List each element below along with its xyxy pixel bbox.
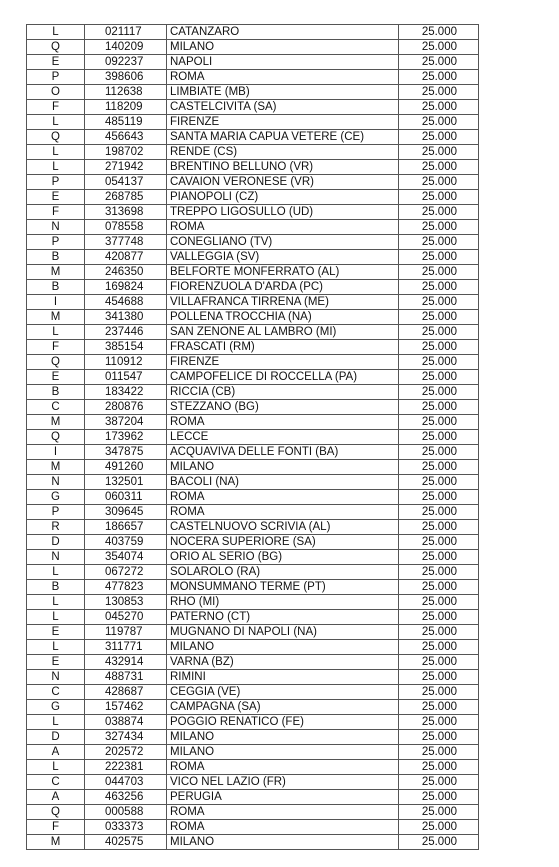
row-letter: P — [27, 70, 85, 85]
row-place: NOCERA SUPERIORE (SA) — [167, 535, 399, 550]
row-letter: R — [27, 520, 85, 535]
row-amount: 25.000 — [399, 115, 479, 130]
row-letter: E — [27, 370, 85, 385]
row-letter: G — [27, 700, 85, 715]
table-row — [27, 715, 479, 730]
table-row — [27, 190, 479, 205]
row-place: ROMA — [167, 490, 399, 505]
table-row — [27, 670, 479, 685]
row-place: ROMA — [167, 820, 399, 835]
table-row — [27, 40, 479, 55]
row-amount: 25.000 — [399, 460, 479, 475]
row-amount: 25.000 — [399, 175, 479, 190]
table-row — [27, 340, 479, 355]
table-row — [27, 130, 479, 145]
row-place: FIRENZE — [167, 115, 399, 130]
table-row — [27, 115, 479, 130]
row-amount: 25.000 — [399, 670, 479, 685]
table-row — [27, 760, 479, 775]
row-place: ROMA — [167, 760, 399, 775]
row-letter: N — [27, 670, 85, 685]
row-code: 271942 — [85, 160, 167, 175]
table-row — [27, 595, 479, 610]
row-place: LIMBIATE (MB) — [167, 85, 399, 100]
table-row — [27, 175, 479, 190]
row-place: CAMPOFELICE DI ROCCELLA (PA) — [167, 370, 399, 385]
row-place: ACQUAVIVA DELLE FONTI (BA) — [167, 445, 399, 460]
row-code: 463256 — [85, 790, 167, 805]
row-amount: 25.000 — [399, 190, 479, 205]
row-place: MONSUMMANO TERME (PT) — [167, 580, 399, 595]
row-place: ROMA — [167, 220, 399, 235]
results-table-body — [27, 25, 479, 850]
table-row — [27, 655, 479, 670]
row-letter: P — [27, 235, 85, 250]
row-amount: 25.000 — [399, 340, 479, 355]
row-amount: 25.000 — [399, 715, 479, 730]
row-place: VARNA (BZ) — [167, 655, 399, 670]
row-place: POGGIO RENATICO (FE) — [167, 715, 399, 730]
row-code: 202572 — [85, 745, 167, 760]
row-amount: 25.000 — [399, 610, 479, 625]
row-place: RIMINI — [167, 670, 399, 685]
table-row — [27, 235, 479, 250]
table-row — [27, 820, 479, 835]
row-letter: E — [27, 625, 85, 640]
row-amount: 25.000 — [399, 700, 479, 715]
row-amount: 25.000 — [399, 475, 479, 490]
row-code: 130853 — [85, 595, 167, 610]
row-amount: 25.000 — [399, 520, 479, 535]
row-amount: 25.000 — [399, 400, 479, 415]
row-letter: D — [27, 535, 85, 550]
row-place: STEZZANO (BG) — [167, 400, 399, 415]
table-row — [27, 310, 479, 325]
row-code: 198702 — [85, 145, 167, 160]
table-row — [27, 625, 479, 640]
row-code: 021117 — [85, 25, 167, 40]
row-letter: M — [27, 265, 85, 280]
row-amount: 25.000 — [399, 235, 479, 250]
table-row — [27, 745, 479, 760]
table-row — [27, 265, 479, 280]
row-place: ORIO AL SERIO (BG) — [167, 550, 399, 565]
table-row — [27, 85, 479, 100]
row-amount: 25.000 — [399, 130, 479, 145]
table-row — [27, 70, 479, 85]
row-code: 011547 — [85, 370, 167, 385]
row-letter: P — [27, 505, 85, 520]
table-row — [27, 205, 479, 220]
table-row — [27, 550, 479, 565]
row-letter: L — [27, 145, 85, 160]
row-amount: 25.000 — [399, 490, 479, 505]
row-code: 347875 — [85, 445, 167, 460]
row-place: BACOLI (NA) — [167, 475, 399, 490]
row-amount: 25.000 — [399, 355, 479, 370]
row-letter: Q — [27, 40, 85, 55]
row-letter: G — [27, 490, 85, 505]
row-code: 313698 — [85, 205, 167, 220]
row-amount: 25.000 — [399, 25, 479, 40]
row-code: 420877 — [85, 250, 167, 265]
row-code: 246350 — [85, 265, 167, 280]
row-letter: L — [27, 610, 85, 625]
row-letter: E — [27, 655, 85, 670]
table-row — [27, 610, 479, 625]
row-place: MILANO — [167, 730, 399, 745]
row-amount: 25.000 — [399, 205, 479, 220]
table-row — [27, 640, 479, 655]
table-row — [27, 775, 479, 790]
row-code: 110912 — [85, 355, 167, 370]
row-amount: 25.000 — [399, 640, 479, 655]
row-amount: 25.000 — [399, 415, 479, 430]
row-amount: 25.000 — [399, 280, 479, 295]
row-place: SAN ZENONE AL LAMBRO (MI) — [167, 325, 399, 340]
row-code: 157462 — [85, 700, 167, 715]
row-code: 112638 — [85, 85, 167, 100]
row-place: MILANO — [167, 835, 399, 850]
row-place: RICCIA (CB) — [167, 385, 399, 400]
table-row — [27, 475, 479, 490]
row-letter: L — [27, 160, 85, 175]
row-amount: 25.000 — [399, 160, 479, 175]
row-amount: 25.000 — [399, 310, 479, 325]
row-letter: M — [27, 460, 85, 475]
row-letter: A — [27, 745, 85, 760]
row-place: ROMA — [167, 70, 399, 85]
row-code: 385154 — [85, 340, 167, 355]
row-amount: 25.000 — [399, 430, 479, 445]
row-code: 044703 — [85, 775, 167, 790]
row-amount: 25.000 — [399, 535, 479, 550]
row-code: 456643 — [85, 130, 167, 145]
row-code: 054137 — [85, 175, 167, 190]
row-letter: L — [27, 565, 85, 580]
table-row — [27, 565, 479, 580]
row-code: 477823 — [85, 580, 167, 595]
row-letter: N — [27, 550, 85, 565]
row-letter: E — [27, 190, 85, 205]
row-code: 140209 — [85, 40, 167, 55]
row-code: 132501 — [85, 475, 167, 490]
row-place: VICO NEL LAZIO (FR) — [167, 775, 399, 790]
table-row — [27, 415, 479, 430]
table-row — [27, 805, 479, 820]
table-row — [27, 430, 479, 445]
row-amount: 25.000 — [399, 625, 479, 640]
results-table — [26, 24, 479, 850]
row-place: CAMPAGNA (SA) — [167, 700, 399, 715]
row-letter: L — [27, 715, 85, 730]
row-amount: 25.000 — [399, 40, 479, 55]
table-row — [27, 400, 479, 415]
row-code: 118209 — [85, 100, 167, 115]
table-row — [27, 295, 479, 310]
row-code: 280876 — [85, 400, 167, 415]
row-amount: 25.000 — [399, 760, 479, 775]
row-code: 402575 — [85, 835, 167, 850]
row-code: 309645 — [85, 505, 167, 520]
row-place: ROMA — [167, 415, 399, 430]
table-row — [27, 580, 479, 595]
row-amount: 25.000 — [399, 250, 479, 265]
row-place: VILLAFRANCA TIRRENA (ME) — [167, 295, 399, 310]
row-place: RHO (MI) — [167, 595, 399, 610]
row-place: SOLAROLO (RA) — [167, 565, 399, 580]
row-code: 387204 — [85, 415, 167, 430]
row-place: ROMA — [167, 805, 399, 820]
row-code: 033373 — [85, 820, 167, 835]
table-row — [27, 280, 479, 295]
table-row — [27, 100, 479, 115]
row-place: CEGGIA (VE) — [167, 685, 399, 700]
row-code: 000588 — [85, 805, 167, 820]
row-letter: L — [27, 115, 85, 130]
table-row — [27, 520, 479, 535]
row-code: 341380 — [85, 310, 167, 325]
row-place: BRENTINO BELLUNO (VR) — [167, 160, 399, 175]
row-amount: 25.000 — [399, 55, 479, 70]
row-amount: 25.000 — [399, 70, 479, 85]
row-code: 268785 — [85, 190, 167, 205]
row-letter: O — [27, 85, 85, 100]
row-code: 169824 — [85, 280, 167, 295]
row-code: 485119 — [85, 115, 167, 130]
row-place: BELFORTE MONFERRATO (AL) — [167, 265, 399, 280]
row-letter: E — [27, 55, 85, 70]
row-letter: A — [27, 790, 85, 805]
row-place: NAPOLI — [167, 55, 399, 70]
table-row — [27, 730, 479, 745]
row-code: 237446 — [85, 325, 167, 340]
table-row — [27, 460, 479, 475]
row-letter: C — [27, 400, 85, 415]
row-code: 183422 — [85, 385, 167, 400]
row-letter: M — [27, 835, 85, 850]
table-row — [27, 160, 479, 175]
row-place: PERUGIA — [167, 790, 399, 805]
row-place: CATANZARO — [167, 25, 399, 40]
row-amount: 25.000 — [399, 325, 479, 340]
row-letter: L — [27, 325, 85, 340]
row-place: CASTELNUOVO SCRIVIA (AL) — [167, 520, 399, 535]
row-place: FRASCATI (RM) — [167, 340, 399, 355]
table-row — [27, 145, 479, 160]
row-letter: F — [27, 340, 85, 355]
row-amount: 25.000 — [399, 385, 479, 400]
row-place: MILANO — [167, 40, 399, 55]
table-row — [27, 790, 479, 805]
row-code: 311771 — [85, 640, 167, 655]
row-letter: M — [27, 415, 85, 430]
row-letter: Q — [27, 805, 85, 820]
row-letter: C — [27, 775, 85, 790]
row-amount: 25.000 — [399, 565, 479, 580]
row-letter: B — [27, 250, 85, 265]
table-row — [27, 835, 479, 850]
row-code: 078558 — [85, 220, 167, 235]
row-place: SANTA MARIA CAPUA VETERE (CE) — [167, 130, 399, 145]
table-row — [27, 370, 479, 385]
row-place: TREPPO LIGOSULLO (UD) — [167, 205, 399, 220]
table-row — [27, 535, 479, 550]
row-code: 398606 — [85, 70, 167, 85]
row-place: CAVAION VERONESE (VR) — [167, 175, 399, 190]
table-row — [27, 445, 479, 460]
table-row — [27, 25, 479, 40]
row-amount: 25.000 — [399, 655, 479, 670]
row-place: VALLEGGIA (SV) — [167, 250, 399, 265]
row-letter: I — [27, 295, 85, 310]
row-place: RENDE (CS) — [167, 145, 399, 160]
row-letter: N — [27, 475, 85, 490]
row-amount: 25.000 — [399, 790, 479, 805]
table-row — [27, 355, 479, 370]
row-amount: 25.000 — [399, 220, 479, 235]
row-letter: L — [27, 25, 85, 40]
row-amount: 25.000 — [399, 580, 479, 595]
table-row — [27, 385, 479, 400]
row-letter: F — [27, 205, 85, 220]
row-letter: Q — [27, 130, 85, 145]
row-code: 060311 — [85, 490, 167, 505]
row-place: FIRENZE — [167, 355, 399, 370]
table-row — [27, 55, 479, 70]
row-amount: 25.000 — [399, 745, 479, 760]
row-letter: N — [27, 220, 85, 235]
row-amount: 25.000 — [399, 145, 479, 160]
row-code: 222381 — [85, 760, 167, 775]
row-code: 491260 — [85, 460, 167, 475]
row-place: MILANO — [167, 460, 399, 475]
row-code: 432914 — [85, 655, 167, 670]
row-code: 354074 — [85, 550, 167, 565]
row-code: 377748 — [85, 235, 167, 250]
row-place: LECCE — [167, 430, 399, 445]
table-row — [27, 685, 479, 700]
row-amount: 25.000 — [399, 835, 479, 850]
row-place: ROMA — [167, 505, 399, 520]
row-code: 403759 — [85, 535, 167, 550]
table-row — [27, 220, 479, 235]
row-amount: 25.000 — [399, 550, 479, 565]
row-letter: L — [27, 760, 85, 775]
row-letter: I — [27, 445, 85, 460]
row-amount: 25.000 — [399, 730, 479, 745]
row-letter: L — [27, 595, 85, 610]
row-code: 119787 — [85, 625, 167, 640]
row-amount: 25.000 — [399, 505, 479, 520]
row-code: 186657 — [85, 520, 167, 535]
row-code: 488731 — [85, 670, 167, 685]
row-place: PATERNO (CT) — [167, 610, 399, 625]
table-row — [27, 505, 479, 520]
table-row — [27, 490, 479, 505]
row-amount: 25.000 — [399, 820, 479, 835]
table-row — [27, 250, 479, 265]
row-place: MUGNANO DI NAPOLI (NA) — [167, 625, 399, 640]
row-letter: F — [27, 100, 85, 115]
row-amount: 25.000 — [399, 85, 479, 100]
row-place: POLLENA TROCCHIA (NA) — [167, 310, 399, 325]
row-amount: 25.000 — [399, 100, 479, 115]
row-letter: D — [27, 730, 85, 745]
row-letter: F — [27, 820, 85, 835]
row-amount: 25.000 — [399, 805, 479, 820]
row-amount: 25.000 — [399, 685, 479, 700]
row-letter: C — [27, 685, 85, 700]
row-letter: L — [27, 640, 85, 655]
row-place: FIORENZUOLA D'ARDA (PC) — [167, 280, 399, 295]
table-row — [27, 325, 479, 340]
row-code: 327434 — [85, 730, 167, 745]
row-amount: 25.000 — [399, 595, 479, 610]
row-code: 067272 — [85, 565, 167, 580]
row-code: 454688 — [85, 295, 167, 310]
row-place: CASTELCIVITA (SA) — [167, 100, 399, 115]
row-code: 038874 — [85, 715, 167, 730]
row-code: 428687 — [85, 685, 167, 700]
row-letter: P — [27, 175, 85, 190]
row-code: 173962 — [85, 430, 167, 445]
row-place: PIANOPOLI (CZ) — [167, 190, 399, 205]
row-letter: Q — [27, 430, 85, 445]
row-amount: 25.000 — [399, 265, 479, 280]
row-amount: 25.000 — [399, 295, 479, 310]
row-amount: 25.000 — [399, 370, 479, 385]
row-letter: B — [27, 580, 85, 595]
row-place: MILANO — [167, 745, 399, 760]
row-place: MILANO — [167, 640, 399, 655]
row-amount: 25.000 — [399, 445, 479, 460]
row-place: CONEGLIANO (TV) — [167, 235, 399, 250]
row-amount: 25.000 — [399, 775, 479, 790]
row-letter: B — [27, 280, 85, 295]
row-letter: M — [27, 310, 85, 325]
row-code: 045270 — [85, 610, 167, 625]
table-row — [27, 700, 479, 715]
row-letter: Q — [27, 355, 85, 370]
row-letter: B — [27, 385, 85, 400]
row-code: 092237 — [85, 55, 167, 70]
